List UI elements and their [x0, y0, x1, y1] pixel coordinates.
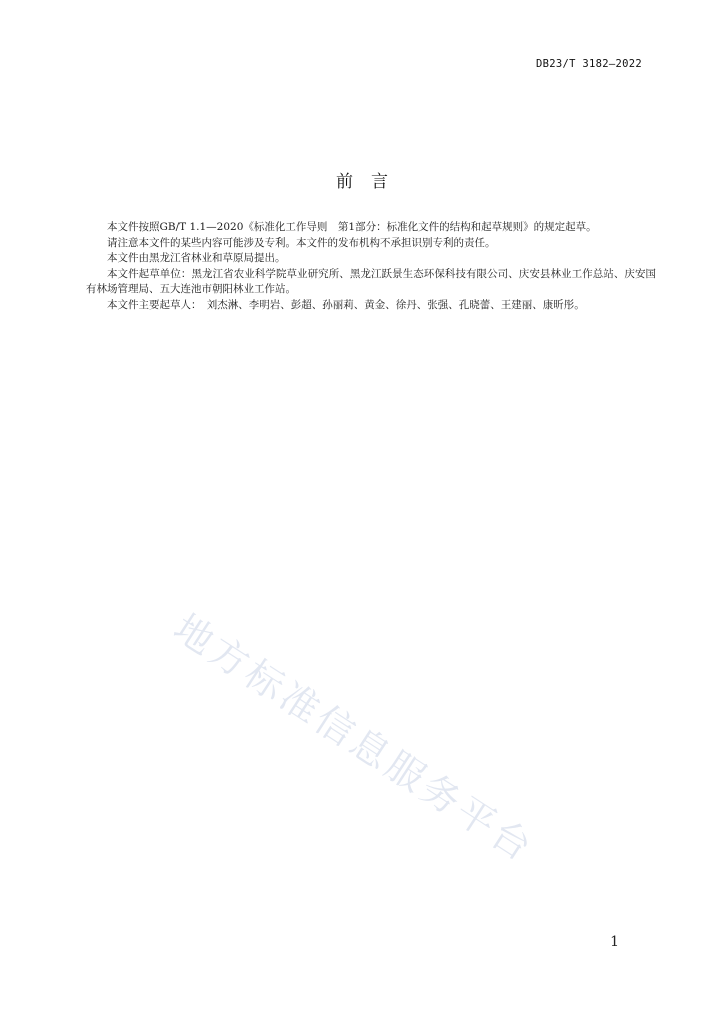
- foreword-body: [86, 220, 656, 313]
- page-number: 1: [610, 934, 619, 950]
- watermark: 地方标准信息服务平台: [166, 605, 543, 872]
- document-code: DB23/T 3182—2022: [536, 58, 642, 70]
- page-title: 前言: [336, 172, 406, 192]
- paragraph-drafting-units: 本文件起草单位：黑龙江省农业科学院草业研究所、黑龙江跃景生态环保科技有限公司、庆安县林业工作总站、庆安国有林场管理局、五大连池市朝阳林业工作站。: [86, 267, 656, 295]
- paragraph-proposer: 本文件由黑龙江省林业和草原局提出。: [107, 252, 286, 264]
- paragraph-drafters: 本文件主要起草人： 刘杰淋、李明岩、彭超、孙丽莉、黄金、徐丹、张强、孔晓蕾、王建丽、康昕彤。: [107, 298, 585, 311]
- paragraph-patent-notice: 请注意本文件的某些内容可能涉及专利。本文件的发布机构不承担识别专利的责任。: [107, 236, 496, 249]
- paragraph-drafting-rules: 本文件按照GB/T 1.1—2020《标准化工作导则 第1部分：标准化文件的结构和起草规则》的规定起草。: [107, 221, 597, 233]
